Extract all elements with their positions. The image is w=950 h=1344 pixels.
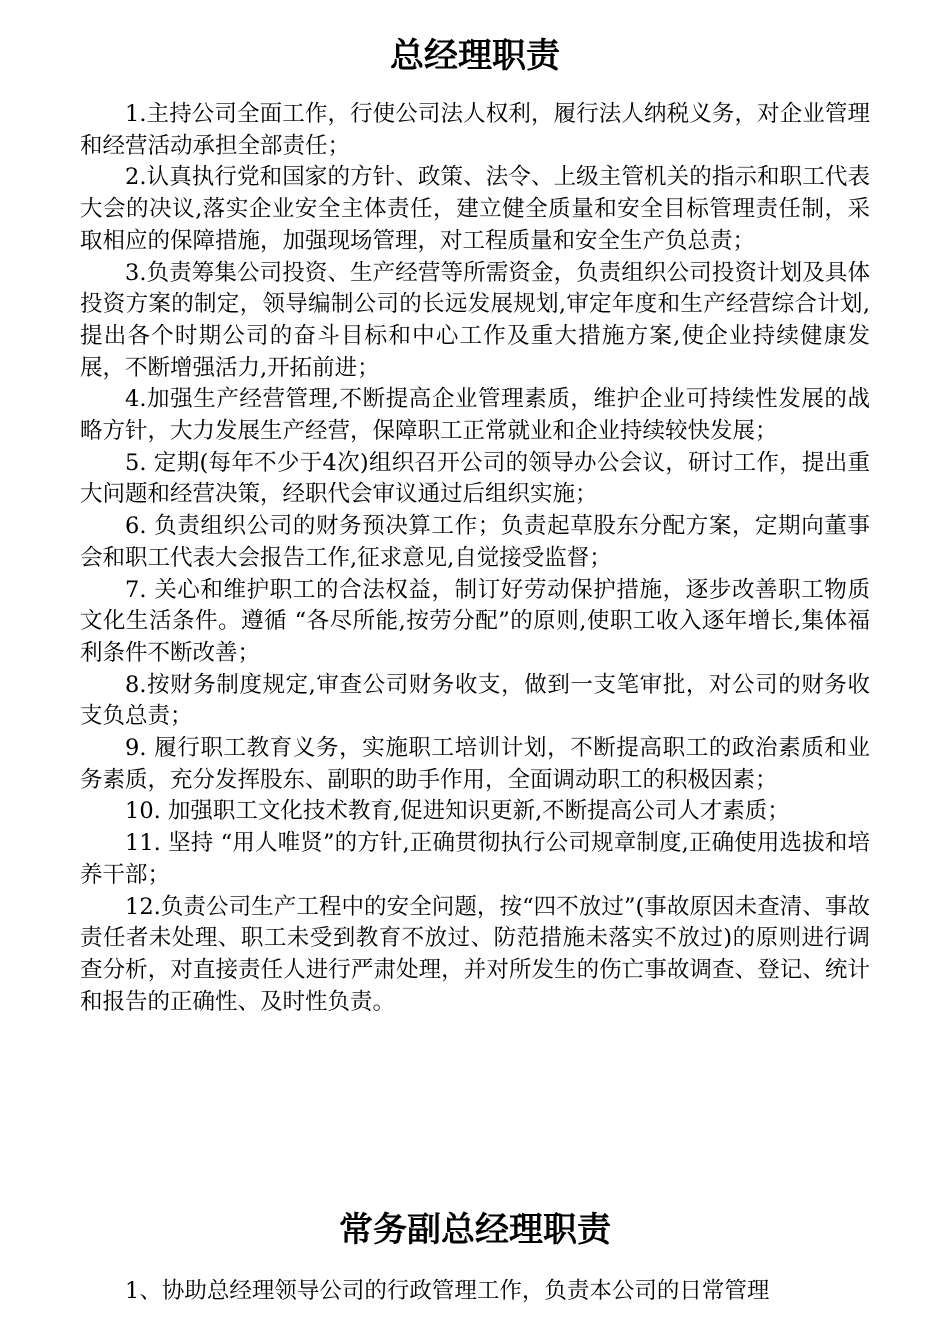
section-body-executive-vice-manager xyxy=(80,1276,870,1308)
duty-paragraph: 9. 履行职工教育义务，实施职工培训计划，不断提高职工的政治素质和业务素质，充分发挥股东、副职的助手作用，全面调动职工的积极因素； xyxy=(80,735,870,793)
duty-paragraph: 1.主持公司全面工作，行使公司法人权利，履行法人纳税义务，对企业管理和经营活动承担全部责任； xyxy=(80,101,870,159)
duty-paragraph: 6. 负责组织公司的财务预决算工作；负责起草股东分配方案，定期向董事会和职工代表大会报告工作,征求意见,自觉接受监督； xyxy=(80,513,870,571)
duty-paragraph: 7. 关心和维护职工的合法权益，制订好劳动保护措施，逐步改善职工物质文化生活条件。遵循 “各尽所能,按劳分配”的原则,使职工收入逐年增长,集体福利条件不断改善； xyxy=(80,576,870,666)
duty-paragraph: 5. 定期(每年不少于4次)组织召开公司的领导办公会议，研讨工作，提出重大问题和经营决策，经职代会审议通过后组织实施； xyxy=(80,449,870,508)
duty-paragraph: 8.按财务制度规定,审查公司财务收支，做到一支笔审批，对公司的财务收支负总责； xyxy=(80,671,870,730)
duty-paragraph: 11. 坚持 “用人唯贤”的方针,正确贯彻执行公司规章制度,正确使用选拔和培养干部； xyxy=(80,830,870,888)
section-body-general-manager xyxy=(80,99,870,1018)
duty-paragraph: 2.认真执行党和国家的方针、政策、法令、上级主管机关的指示和职工代表大会的决议,落实企业安全主体责任，建立健全质量和安全目标管理责任制，采取相应的保障措施，加强现场管理，对工程质量和安全生产负总责； xyxy=(80,164,870,254)
duty-paragraph: 1、协助总经理领导公司的行政管理工作，负责本公司的日常管理 xyxy=(125,1278,770,1304)
duty-paragraph: 4.加强生产经营管理,不断提高企业管理素质，维护企业可持续性发展的战略方针，大力发展生产经营，保障职工正常就业和企业持续较快发展； xyxy=(80,386,870,445)
section-title-executive-vice-manager: 常务副总经理职责 xyxy=(339,1210,611,1250)
duty-paragraph: 10. 加强职工文化技术教育,促进知识更新,不断提高公司人才素质； xyxy=(125,798,790,825)
section-title-general-manager: 总经理职责 xyxy=(390,36,560,76)
duty-paragraph: 12.负责公司生产工程中的安全问题，按“四不放过”(事故原因未查清、事故责任者未处理、职工未受到教育不放过、防范措施未落实不放过)的原则进行调查分析，对直接责任人进行严肃处理，并对所发生的伤亡事故调查、登记、统计和报告的正确性、及时性负责。 xyxy=(80,893,870,1015)
duty-paragraph: 3.负责筹集公司投资、生产经营等所需资金，负责组织公司投资计划及具体投资方案的制定，领导编制公司的长远发展规划,审定年度和生产经营综合计划,提出各个时期公司的奋斗目标和中心工作及重大措施方案,使企业持续健康发展，不断增强活力,开拓前进； xyxy=(80,259,870,381)
